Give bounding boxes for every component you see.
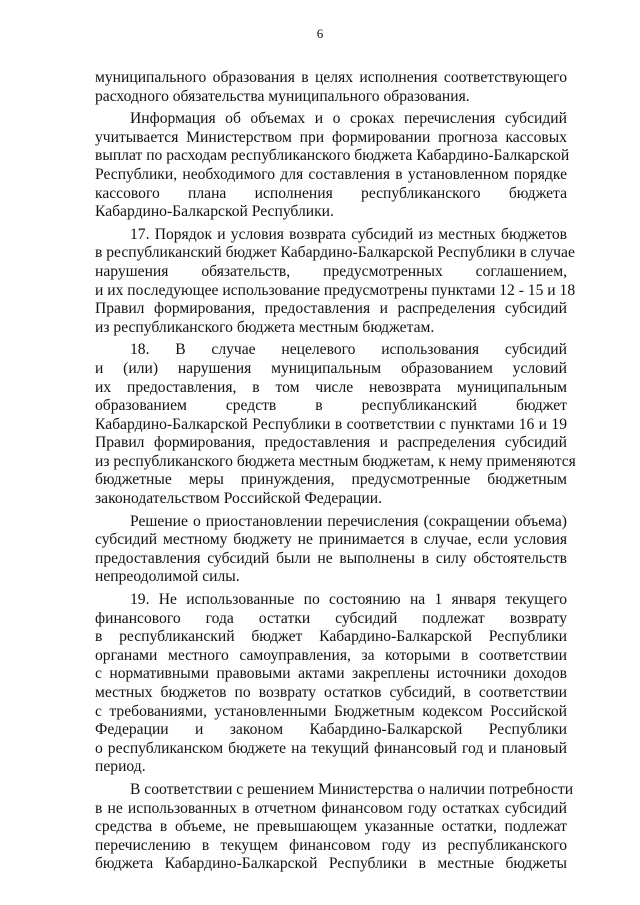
paragraph <box>95 591 567 777</box>
text-line: кассового плана исполнения республиканского бюджета <box>95 184 567 202</box>
text-line: органами местного самоуправления, за которыми в соответствии <box>95 646 567 664</box>
text-line: Информация об объемах и о сроках перечисления субсидий <box>130 110 567 128</box>
text-line: Решение о приостановлении перечисления (сокращении объема) <box>130 512 567 530</box>
text-line: 18. В случае нецелевого использования субсидий <box>130 341 567 359</box>
text-line: В соответствии с решением Министерства о наличии потребности <box>130 780 574 798</box>
text-line: средства в объеме, не превышающем указанные остатки, подлежат <box>95 818 567 836</box>
text-line: и (или) нарушения муниципальным образованием условий <box>95 359 567 377</box>
text-line: перечислению в текущем финансовом году из республиканского <box>95 836 567 854</box>
text-line: финансового года остатки субсидий подлежат возврату <box>95 609 567 627</box>
paragraph <box>95 110 570 222</box>
document-body <box>95 69 576 878</box>
text-line: бюджета Кабардино-Балкарской Республики в местные бюджеты <box>95 855 567 873</box>
paragraph <box>95 225 576 338</box>
text-line: Федерации и законом Кабардино-Балкарской Республики <box>95 721 567 739</box>
text-line: Правил формирования, предоставления и распределения субсидий <box>95 434 567 452</box>
text-line: о республиканском бюджете на текущий финансовый год и плановый <box>95 739 567 757</box>
paragraph <box>95 69 567 106</box>
text-line: местных бюджетов по возврату остатков субсидий, в соответствии <box>95 684 567 701</box>
text-line: образованием средств в республиканский бюджет <box>95 397 567 415</box>
text-line: расходного обязательства муниципального образования. <box>95 87 470 105</box>
text-line: муниципального образования в целях исполнения соответствующего <box>95 69 567 86</box>
text-line: в республиканский бюджет Кабардино-Балкарской Республики в случае <box>95 244 575 262</box>
text-line: непреодолимой силы. <box>95 568 240 586</box>
text-line: 17. Порядок и условия возврата субсидий из местных бюджетов <box>130 225 567 243</box>
text-line: период. <box>95 758 146 776</box>
text-line: с требованиями, установленными Бюджетным кодексом Российской <box>95 702 567 720</box>
text-line: 19. Не использованные по состоянию на 1 января текущего <box>130 591 567 609</box>
text-line: с нормативными правовыми актами закреплены источники доходов <box>95 665 567 683</box>
text-line: Кабардино-Балкарской Республики в соответствии с пунктами 16 и 19 <box>95 415 567 433</box>
text-line: нарушения обязательств, предусмотренных соглашением, <box>95 262 567 280</box>
text-line: в не использованных в отчетном финансовом году остатках субсидий <box>95 799 567 817</box>
text-line: Правил формирования, предоставления и распределения субсидий <box>95 300 567 318</box>
text-line: бюджетные меры принуждения, предусмотренные бюджетным <box>95 471 567 489</box>
paragraph <box>95 780 574 874</box>
text-line: в республиканский бюджет Кабардино-Балкарской Республики <box>95 628 567 646</box>
text-line: предоставления субсидий были не выполнены в силу обстоятельств <box>95 549 567 567</box>
paragraph <box>95 513 567 587</box>
text-line: субсидий местному бюджету не принимается в случае, если условия <box>95 531 567 549</box>
text-line: Кабардино-Балкарской Республики. <box>95 203 334 221</box>
text-line: выплат по расходам республиканского бюджета Кабардино-Балкарской <box>95 147 570 165</box>
text-line: из республиканского бюджета местным бюджетам, к нему применяются <box>95 452 576 470</box>
text-line: их предоставления, в том числе невозврата муниципальным <box>95 378 567 396</box>
text-line: и их последующее использование предусмотрены пунктами 12 - 15 и 18 <box>95 281 576 299</box>
text-line: законодательством Российской Федерации. <box>95 490 382 508</box>
page-number: 6 <box>316 26 324 41</box>
paragraph <box>95 341 576 508</box>
text-line: Республики, необходимого для составления в установленном порядке <box>95 165 567 183</box>
text-line: учитывается Министерством при формировании прогноза кассовых <box>95 128 567 146</box>
text-line: из республиканского бюджета местным бюджетам. <box>95 318 435 336</box>
